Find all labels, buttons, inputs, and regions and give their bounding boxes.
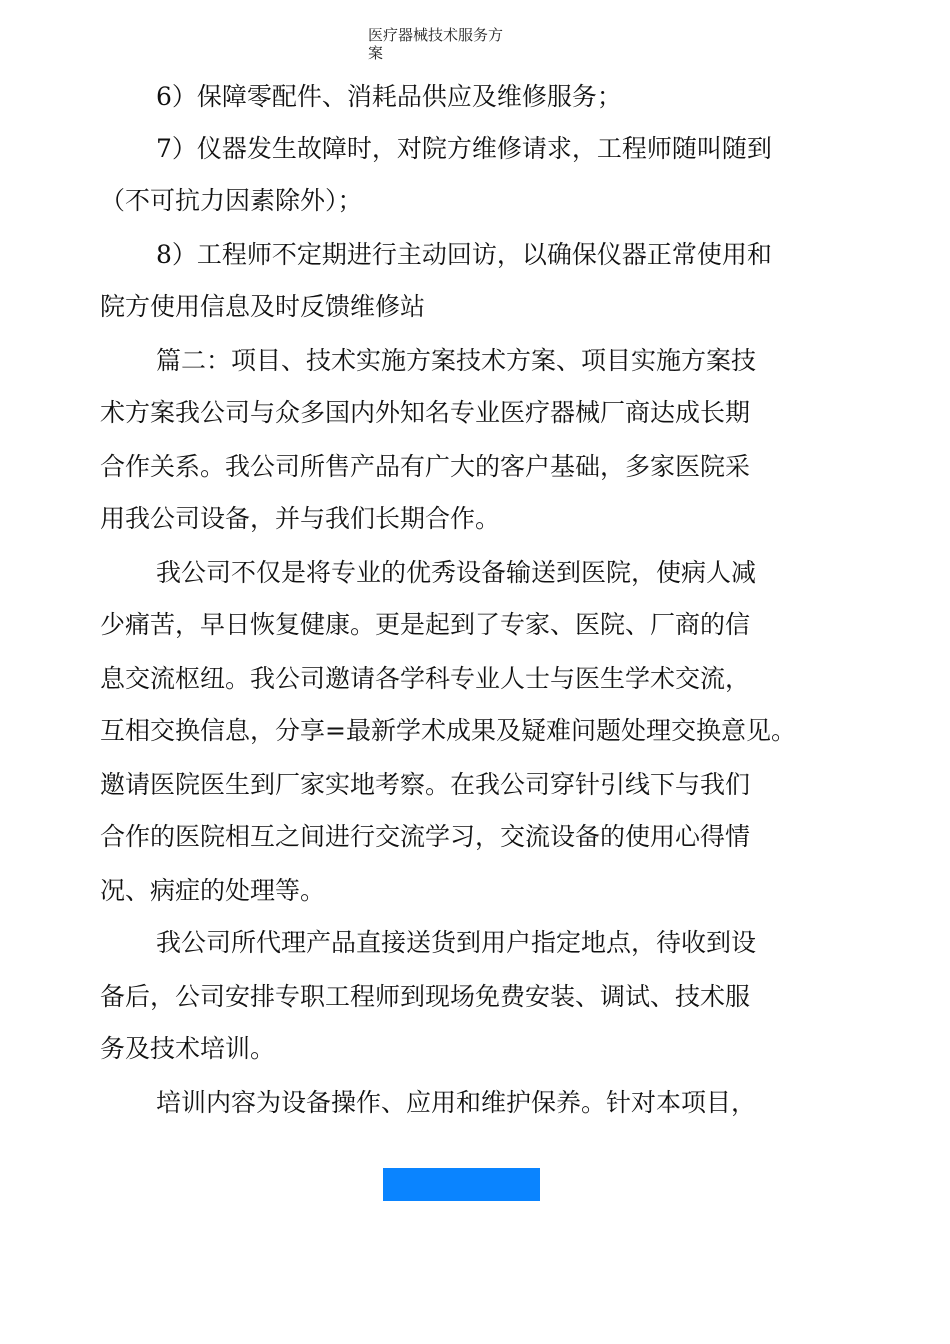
- body-line-18: 备后，公司安排专职工程师到现场免费安装、调试、技术服: [100, 982, 751, 1011]
- header-title-line-2: 案: [368, 44, 384, 62]
- body-line-8: 合作关系。我公司所售产品有广大的客户基础，多家医院采: [100, 452, 751, 481]
- body-line-9: 用我公司设备，并与我们长期合作。: [100, 504, 501, 533]
- body-line-4: 8）工程师不定期进行主动回访，以确保仪器正常使用和: [156, 240, 772, 269]
- blue-banner-button[interactable]: [383, 1168, 540, 1201]
- body-line-13: 互相交换信息，分享=最新学术成果及疑难问题处理交换意见。: [100, 716, 796, 745]
- body-line-10: 我公司不仅是将专业的优秀设备输送到医院，使病人减: [156, 558, 757, 587]
- body-line-5: 院方使用信息及时反馈维修站: [100, 292, 426, 321]
- body-line-1: 6）保障零配件、消耗品供应及维修服务；: [156, 82, 622, 111]
- body-line-12: 息交流枢纽。我公司邀请各学科专业人士与医生学术交流，: [100, 664, 751, 693]
- body-line-3: （不可抗力因素除外）；: [100, 186, 363, 215]
- body-line-14: 邀请医院医生到厂家实地考察。在我公司穿针引线下与我们: [100, 770, 751, 799]
- body-line-2: 7）仪器发生故障时，对院方维修请求，工程师随叫随到: [156, 134, 772, 163]
- body-line-6: 篇二：项目、技术实施方案技术方案、项目实施方案技: [156, 346, 757, 375]
- body-line-15: 合作的医院相互之间进行交流学习，交流设备的使用心得情: [100, 822, 751, 851]
- body-line-19: 务及技术培训。: [100, 1034, 276, 1063]
- body-line-16: 况、病症的处理等。: [100, 876, 326, 905]
- document-header: [368, 26, 538, 62]
- header-title-line-1: 医疗器械技术服务方: [368, 26, 504, 44]
- body-line-7: 术方案我公司与众多国内外知名专业医疗器械厂商达成长期: [100, 398, 751, 427]
- body-line-11: 少痛苦，早日恢复健康。更是起到了专家、医院、厂商的信: [100, 610, 751, 639]
- body-line-20: 培训内容为设备操作、应用和维护保养。针对本项目，: [156, 1088, 757, 1117]
- body-line-17: 我公司所代理产品直接送货到用户指定地点，待收到设: [156, 928, 757, 957]
